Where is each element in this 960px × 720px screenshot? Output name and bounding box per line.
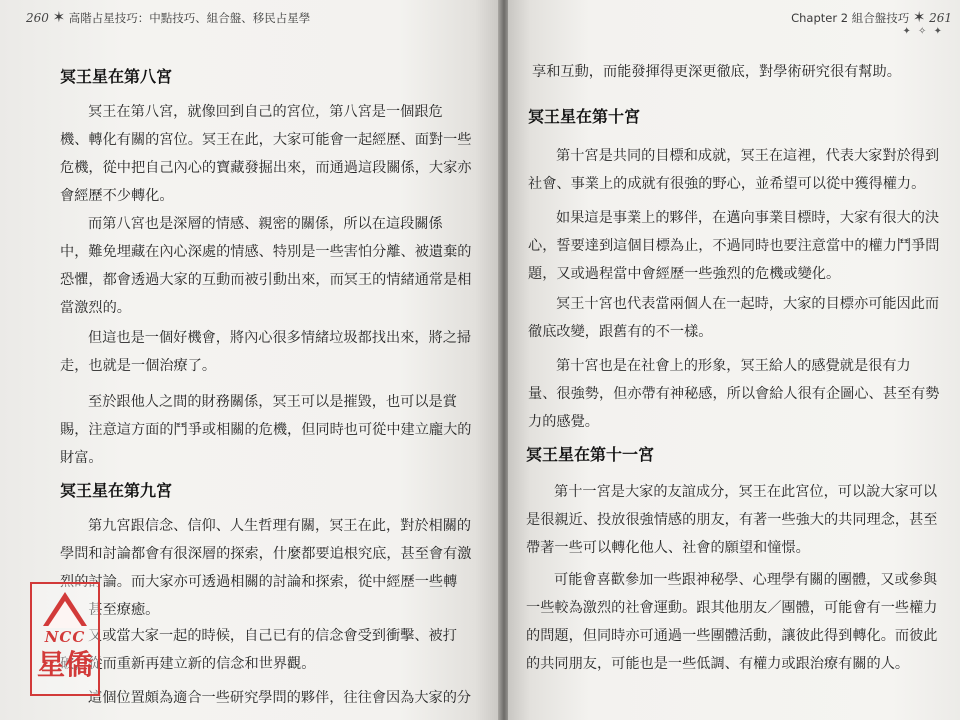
- paragraph: [60, 210, 471, 322]
- text-line: 破，從而重新再建立新的信念和世界觀。: [60, 656, 316, 672]
- text-line: 心，誓要達到這個目標為止，不過同時也要注意當中的權力鬥爭問: [528, 238, 940, 254]
- paragraph: [528, 204, 939, 288]
- text-line: 走，也就是一個治療了。: [60, 358, 217, 374]
- section-heading: 冥王星在第十宮: [528, 107, 641, 126]
- text-line: 如果這是事業上的夥伴，在邁向事業目標時，大家有很大的決: [556, 210, 940, 226]
- right-page: [508, 0, 960, 720]
- text-line: 題，又或過程當中會經歷一些強烈的危機或變化。: [528, 266, 841, 282]
- text-line: 學問和討論都會有很深層的探索，什麼都要追根究底，甚至會有激: [60, 546, 472, 562]
- text-line: 這個位置頗為適合一些研究學問的夥伴，往往會因為大家的分: [88, 690, 472, 706]
- paragraph: [60, 622, 457, 678]
- text-line: 又或當大家一起的時候，自己已有的信念會受到衝擊、被打: [88, 628, 457, 644]
- text-line: 烈的討論。而大家亦可透過相關的討論和探索，從中經歷一些轉: [60, 574, 458, 590]
- text-line: 冥王在第八宮，就像回到自己的宮位，第八宮是一個跟危: [88, 104, 443, 120]
- text-line: 第十宮也是在社會上的形象，冥王給人的感覺就是很有力: [556, 358, 911, 374]
- right-running-header: [791, 8, 952, 26]
- paragraph: [528, 352, 939, 436]
- sparkle-icon: ✶: [52, 8, 66, 26]
- chapter-title-header: 組合盤技巧: [851, 11, 910, 25]
- text-line: 量、很強勢，但亦帶有神秘感，所以會給人很有企圖心、甚至有勢: [528, 386, 940, 402]
- text-line: 第十一宮是大家的友誼成分，冥王在此宮位，可以說大家可以: [554, 484, 938, 500]
- text-line: 中，難免埋藏在內心深處的情感、特別是一些害怕分離、被遺棄的: [60, 244, 472, 260]
- paragraph: [528, 142, 939, 198]
- section-heading: 冥王星在第八宮: [60, 67, 173, 86]
- page-number-right: 261: [929, 11, 952, 25]
- watermark-stamp: [30, 582, 100, 696]
- left-running-header: [26, 8, 310, 26]
- sparkle-icon: ✶: [912, 8, 926, 26]
- text-line: 而第八宮也是深層的情感、親密的關係，所以在這段關係: [88, 216, 443, 232]
- section-heading: 冥王星在第九宮: [60, 481, 173, 500]
- text-line: 徹底改變，跟舊有的不一樣。: [528, 324, 713, 340]
- section-heading: 冥王星在第十一宮: [526, 445, 655, 464]
- paragraph: [528, 290, 939, 346]
- text-line: 社會、事業上的成就有很強的野心，並希望可以從中獲得權力。: [528, 176, 926, 192]
- text-line: 可能會喜歡參加一些跟神秘學、心理學有關的團體，又或參與: [554, 572, 938, 588]
- paragraph: [532, 58, 901, 86]
- text-line: 機、轉化有關的宮位。冥王在此，大家可能會一起經歷、面對一些: [60, 132, 472, 148]
- sparkles-decoration-icon: ✦ ✧ ✦: [902, 26, 944, 37]
- text-line: 賜，注意這方面的鬥爭或相關的危機，但同時也可從中建立龐大的: [60, 422, 472, 438]
- text-line: 第九宮跟信念、信仰、人生哲理有關，冥王在此，對於相關的: [88, 518, 472, 534]
- paragraph: [60, 324, 471, 380]
- text-line: 一些較為激烈的社會運動。跟其他朋友／團體，可能會有一些權力: [526, 600, 938, 616]
- text-line: 財富。: [60, 450, 103, 466]
- text-line: 恐懼，都會透過大家的互動而被引動出來，而冥王的情緒通常是相: [60, 272, 472, 288]
- paragraph: [60, 388, 471, 472]
- paragraph: [526, 566, 937, 678]
- chapter-label: Chapter 2: [791, 11, 849, 25]
- page-number-left: 260: [26, 11, 49, 25]
- text-line: 的問題，但同時亦可通過一些團體活動，讓彼此得到轉化。而彼此: [526, 628, 938, 644]
- paragraph: [60, 684, 471, 712]
- text-line: 享和互動，而能發揮得更深更徹底，對學術研究很有幫助。: [532, 64, 901, 80]
- text-line: 當激烈的。: [60, 300, 131, 316]
- text-line: 第十宮是共同的目標和成就，冥王在這裡，代表大家對於得到: [556, 148, 940, 164]
- text-line: 是很親近、投放很強情感的朋友，有著一些強大的共同理念，甚至: [526, 512, 938, 528]
- text-line: 冥王十宮也代表當兩個人在一起時，大家的目標亦可能因此而: [556, 296, 940, 312]
- paragraph: [60, 512, 471, 624]
- stamp-ncc-text: NCC: [44, 628, 86, 646]
- paragraph: [60, 98, 471, 210]
- text-line: 化，甚至療癒。: [60, 602, 160, 618]
- text-line: 力的感覺。: [528, 414, 599, 430]
- text-line: 的共同朋友，可能也是一些低調、有權力或跟治療有關的人。: [526, 656, 910, 672]
- text-line: 會經歷不少轉化。: [60, 188, 174, 204]
- text-line: 帶著一些可以轉化他人、社會的願望和憧憬。: [526, 540, 810, 556]
- paragraph: [526, 478, 937, 562]
- text-line: 危機，從中把自己內心的寶藏發掘出來，而通過這段關係，大家亦: [60, 160, 472, 176]
- book-title-header: 高階占星技巧：中點技巧、組合盤、移民占星學: [68, 11, 311, 25]
- text-line: 至於跟他人之間的財務關係，冥王可以是摧毀，也可以是賞: [88, 394, 457, 410]
- stamp-name-text: 星僑: [36, 648, 93, 681]
- text-line: 但這也是一個好機會，將內心很多情緒垃圾都找出來，將之掃: [88, 330, 472, 346]
